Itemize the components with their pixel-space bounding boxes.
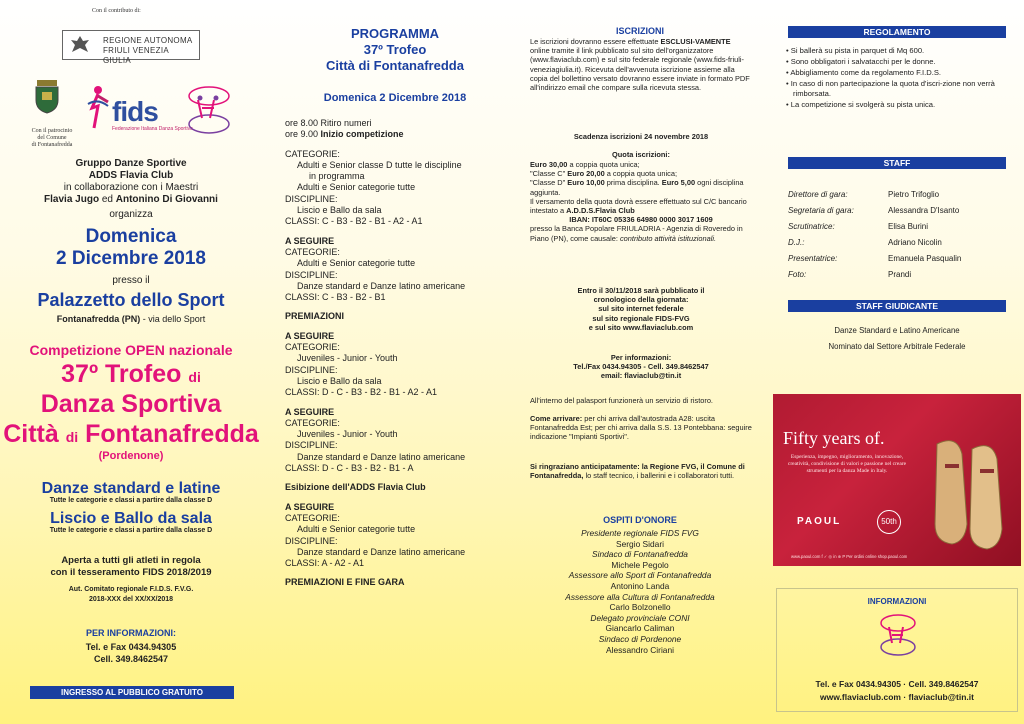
staff-heading: STAFF: [788, 157, 1006, 169]
eagle-icon: [69, 34, 91, 56]
schedule-gap: [285, 494, 515, 502]
schedule-line: CLASSI: A - A2 - A1: [285, 558, 365, 569]
ad-brand: PAOUL: [797, 516, 842, 527]
versamento-causale: [530, 224, 752, 242]
regolamento-item: • La competizione si svolgerà su pista unica.: [786, 100, 936, 109]
quota1b: a coppia quota unica;: [567, 160, 640, 169]
liscio-sub: Tutte le categorie e classi a partire dalla classe D: [49, 527, 213, 534]
iscrizioni-column: [520, 0, 760, 724]
aut-line1: Aut. Comitato regionale F.I.D.S. F.V.G.: [68, 586, 194, 593]
event-day: Domenica: [85, 226, 177, 247]
liscio-heading: Liscio e Ballo da sala: [50, 510, 212, 527]
regolamento-item: • Sono obbligatori i salvatacchi per le donne.: [786, 57, 936, 66]
informazioni-web: www.flaviaclub.com · flaviaclub@tin.it: [820, 692, 974, 702]
venue-address: [0, 313, 262, 325]
venue-name: Palazzetto dello Sport: [37, 290, 225, 310]
schedule-gap: [285, 323, 515, 331]
schedule-line: Danze standard e Danze latino americane: [297, 546, 466, 557]
staff-row: [788, 235, 1013, 251]
ospite-name: Antonino Landa: [610, 580, 670, 591]
schedule-line: A SEGUIRE: [285, 406, 335, 417]
ring-a: Si ringraziano anticipatamente: la Regione FVG, il Comune di Fontanafredda,: [530, 462, 745, 481]
ospite-role: Delegato provinciale CONI: [590, 612, 690, 623]
maestro-1: Flavia Jugo: [44, 194, 100, 205]
paoul-advertisement: [773, 394, 1021, 566]
staff-row: [788, 187, 1013, 203]
schedule-line: Danze standard e Danze latino americane: [297, 451, 466, 462]
versamento-text: [530, 197, 752, 215]
info-heading: PER INFORMAZIONI:: [86, 628, 176, 638]
schedule-line: ore 8.00 Ritiro numeri: [285, 118, 372, 128]
schedule-line: CLASSI: D - C - B3 - B2 - B1 - A2 - A1: [285, 387, 438, 398]
staff-name: Pietro Trifoglio: [888, 190, 940, 199]
presso-label: presso il: [112, 275, 150, 286]
cover-column: [0, 0, 262, 724]
info-cell: Cell. 349.8462547: [93, 654, 169, 664]
giudicante-heading: STAFF GIUDICANTE: [788, 300, 1006, 312]
flavia-club-logo-small-icon: [873, 611, 923, 659]
staff-row: [788, 251, 1013, 267]
schedule-line: A SEGUIRE: [285, 501, 335, 512]
ospiti-heading: OSPITI D'ONORE: [603, 515, 677, 525]
fids-logo-text: fids: [112, 96, 158, 127]
comune-line2: del Comune: [37, 135, 67, 141]
quota2a: "Classe C": [530, 169, 568, 179]
staff-row: [788, 219, 1013, 235]
per-info-heading: Per informazioni:: [610, 353, 672, 362]
schedule-line: DISCIPLINE:: [285, 364, 338, 375]
ad-title: Fifty years of.: [783, 428, 885, 448]
programma-column: [270, 0, 520, 724]
iscrizioni-text: [530, 37, 752, 92]
crono-3: sul sito internet federale: [598, 304, 684, 314]
maestro-2: Antonino Di Giovanni: [115, 194, 218, 205]
ad-footer: www.paoul.com f ✓ ◎ in ⊕ P Per ordini online shop.paoul.com: [791, 554, 908, 559]
ospite-name: Carlo Bolzonello: [609, 602, 671, 613]
schedule-line: A SEGUIRE: [285, 330, 335, 341]
informazioni-box: [776, 588, 1018, 712]
schedule-gap: [285, 474, 515, 482]
programma-schedule: [285, 118, 515, 589]
venue-street: - via dello Sport: [140, 314, 206, 324]
trofeo-title-a: 37º Trofeo: [61, 360, 182, 388]
org-line3: in collaborazione con i Maestri: [63, 182, 199, 193]
vers-b: A.D.D.S.Flavia Club: [566, 206, 635, 216]
fids-dancer-icon: [84, 84, 112, 130]
ringraziamenti-text: [530, 462, 752, 480]
staff-role: Direttore di gara:: [788, 190, 848, 199]
schedule-line: DISCIPLINE:: [285, 535, 338, 546]
staff-name: Emanuela Pasqualin: [888, 254, 962, 263]
regolamento-column: [770, 0, 1024, 724]
inizio-competizione: Inizio competizione: [320, 129, 404, 140]
citta-b: Fontanafredda: [85, 420, 259, 448]
giudicante-line1: Danze Standard e Latino Americane: [834, 326, 960, 335]
iscr-p1c: online tramite il link pubblicato sul sito dell'organizzatore (www.flaviaclub.com) e sul sito federale regionale (www.fids-friuli-veneziagiulia.it). Ricevuta dell'avvenuta iscrizione assieme alla copia del bollettino versato dovranno essere inviate in formato PDF all'indirizzo email che compare sulla ricevuta stessa.: [530, 46, 750, 93]
region-line1: REGIONE AUTONOMA: [103, 36, 193, 45]
schedule-line: Liscio e Ballo da sala: [297, 375, 382, 386]
schedule-line: PREMIAZIONI: [285, 311, 345, 322]
regolamento-heading: REGOLAMENTO: [788, 26, 1006, 38]
schedule-line: in programma: [309, 171, 365, 182]
quota3e: ogni disciplina aggiunta.: [530, 178, 744, 197]
schedule-gap: [285, 141, 515, 149]
quota3d: Euro 5,00: [661, 178, 696, 188]
programma-citta: Città di Fontanafredda: [326, 58, 464, 73]
staff-row: [788, 267, 1013, 283]
quota-line3: [530, 178, 752, 196]
quota3b: Euro 10,00: [567, 178, 605, 188]
maestri-ed: ed: [101, 194, 113, 205]
ad-text: Esperienza, impegno, miglioramento, innovazione, creatività, condivisione di valori e passione nel creare strumenti per la danza Made in Italy.: [787, 454, 907, 474]
iban-text: IBAN: IT60C 05336 64980 0000 3017 1609: [569, 215, 713, 225]
schedule-line: ore 9.00 Inizio competizione: [285, 129, 404, 140]
ospite-name: Giancarlo Caliman: [605, 623, 675, 634]
arr-a: Come arrivare:: [530, 414, 583, 423]
regolamento-item: • In caso di non partecipazione la quota d'iscri-zione non verrà rimborsata.: [786, 79, 995, 98]
fids-subtitle: Federazione Italiana Danza Sportiva: [112, 126, 193, 132]
info-tel: Tel. e Fax 0434.94305: [85, 642, 177, 652]
comune-line1: Con il patrocinio: [31, 128, 73, 134]
staff-row: [788, 203, 1013, 219]
ospite-name: Sergio Sidari: [616, 538, 664, 549]
staff-list: [788, 187, 1013, 283]
ospite-role: Assessore allo Sport di Fontanafredda: [568, 570, 712, 581]
pordenone-label: (Pordenone): [98, 450, 164, 462]
ospite-role: Sindaco di Fontanafredda: [592, 549, 688, 560]
danze-sub: Tutte le categorie e classi a partire dalla classe D: [49, 497, 213, 504]
per-info-block: [530, 353, 752, 381]
schedule-line: Liscio e Ballo da sala: [297, 205, 382, 216]
schedule-line: Juveniles - Junior - Youth: [297, 429, 398, 440]
event-date: 2 Dicembre 2018: [56, 248, 206, 269]
vers-c: presso la Banca Popolare FRIULADRIA - Agenzia di Roveredo in Piano (PN), come causale:: [530, 224, 743, 243]
staff-name: Adriano Nicolin: [888, 238, 942, 247]
regolamento-list: [786, 46, 1011, 111]
iscr-p1a: Le iscrizioni dovranno essere effettuate: [530, 37, 661, 46]
schedule-line: CLASSI: C - B3 - B2 - B1: [285, 292, 386, 303]
schedule-line: PREMIAZIONI E FINE GARA: [285, 577, 405, 588]
contrib-label: Con il contributo di:: [92, 8, 141, 14]
ospite-name: Michele Pegolo: [611, 559, 669, 570]
schedule-line: Adulti e Senior categorie tutte: [297, 258, 416, 269]
schedule-line: A SEGUIRE: [285, 235, 335, 246]
vers-a: Il versamento della quota dovrà essere effettuato sul C/C bancario intestato a: [530, 196, 747, 216]
schedule-line: DISCIPLINE:: [285, 193, 338, 204]
quota-line2: [530, 169, 752, 178]
per-info-email: email: flaviaclub@tin.it: [600, 371, 682, 381]
org-line2: ADDS Flavia Club: [88, 170, 174, 181]
schedule-line: Adulti e Senior classe D tutte le discipline: [297, 159, 462, 170]
trofeo-title-2: Danza Sportiva: [40, 390, 222, 418]
programma-trofeo: 37º Trofeo: [363, 42, 427, 57]
quota-details: [530, 160, 752, 243]
schedule-gap: [285, 303, 515, 311]
staff-role: D.J.:: [788, 238, 805, 247]
quota3c: prima disciplina.: [604, 178, 662, 188]
crono-5: e sul sito www.flaviaclub.com: [588, 322, 694, 332]
regolamento-item: • Abbigliamento come da regolamento F.I.D.S.: [786, 68, 942, 77]
venue-city: Fontanafredda (PN): [56, 314, 141, 324]
schedule-gap: [285, 569, 515, 577]
schedule-line: CATEGORIE:: [285, 246, 340, 257]
informazioni-phone: Tel. e Fax 0434.94305 · Cell. 349.8462547: [815, 679, 979, 689]
programma-heading: PROGRAMMA: [350, 26, 440, 41]
organizza-label: organizza: [109, 209, 153, 220]
staff-name: Prandi: [888, 270, 912, 279]
ingresso-banner: INGRESSO AL PUBBLICO GRATUITO: [30, 686, 234, 699]
competition-type: Competizione OPEN nazionale: [29, 342, 233, 358]
crono-2: cronologico della giornata:: [593, 295, 689, 305]
informazioni-heading: INFORMAZIONI: [867, 597, 927, 606]
citta-title: [0, 420, 262, 451]
schedule-line: Adulti e Senior categorie tutte: [297, 182, 416, 193]
schedule-line: DISCIPLINE:: [285, 269, 338, 280]
schedule-line: CATEGORIE:: [285, 512, 340, 523]
quota3a: "Classe D": [530, 178, 568, 188]
schedule-line: DISCIPLINE:: [285, 440, 338, 451]
scadenza-text: Scadenza iscrizioni 24 novembre 2018: [573, 132, 709, 141]
ospite-name: Alessandro Ciriani: [606, 644, 674, 655]
staff-role: Foto:: [788, 270, 807, 279]
flavia-club-logo-icon: [180, 82, 238, 138]
schedule-line: CATEGORIE:: [285, 148, 340, 159]
comune-patrocinio: [22, 128, 82, 149]
trofeo-title-1: [0, 360, 262, 391]
aut-line2: 2018-XXX del XX/XX/2018: [88, 596, 174, 603]
aperta-line2: con il tesseramento FIDS 2018/2019: [50, 567, 212, 578]
ospite-role: Assessore alla Cultura di Fontanafredda: [565, 591, 715, 602]
quota2b: Euro 20,00: [567, 169, 605, 179]
dance-shoes-icon: [917, 424, 1017, 554]
ospite-role: Presidente regionale FIDS FVG: [581, 528, 699, 538]
schedule-line: Esibizione dell'ADDS Flavia Club: [285, 482, 426, 493]
crono-1: Entro il 30/11/2018 sarà pubblicato il: [577, 286, 705, 295]
ring-b: lo staff tecnico, i ballerini e i collaboratori tutti.: [583, 471, 735, 481]
schedule-line: CLASSI: C - B3 - B2 - B1 - A2 - A1: [285, 216, 423, 227]
crono-4: sul sito regionale FIDS-FVG: [592, 313, 690, 323]
iscrizioni-heading: ISCRIZIONI: [615, 26, 664, 36]
region-line2: FRIULI VENEZIA GIULIA: [103, 46, 169, 65]
comune-crest-icon: [34, 80, 60, 114]
citta-a: Città: [3, 420, 59, 448]
staff-role: Segretaria di gara:: [788, 206, 854, 215]
per-info-tel: Tel./Fax 0434.94305 - Cell. 349.8462547: [573, 362, 709, 372]
arr-b: per chi arriva dall'autostrada A28: uscita Fontanafredda Est; per chi arriva dalla S.S. 13 Pontebbana: seguire indicazione "Impianti Sportivi".: [530, 414, 752, 442]
staff-role: Presentatrice:: [788, 254, 838, 263]
quota-heading: Quota iscrizioni:: [612, 150, 670, 159]
schedule-line: Adulti e Senior categorie tutte: [297, 524, 416, 535]
danze-heading: Danze standard e latine: [41, 480, 221, 497]
maestri-line: [0, 194, 262, 206]
giudicante-line2: Nominato dal Settore Arbitrale Federale: [828, 342, 966, 351]
schedule-line: CATEGORIE:: [285, 417, 340, 428]
trofeo-di: di: [188, 369, 201, 385]
iscr-p1b: ESCLUSI-VAMENTE: [660, 37, 731, 46]
ospite-role: Sindaco di Pordenone: [598, 633, 682, 644]
schedule-gap: [285, 228, 515, 236]
quota1a: Euro 30,00: [530, 160, 568, 169]
quota-line1: [530, 160, 752, 169]
staff-name: Elisa Burini: [888, 222, 929, 231]
schedule-line: CLASSI: D - C - B3 - B2 - B1 - A: [285, 463, 414, 474]
quota2c: a coppia quota unica;: [604, 169, 678, 179]
regolamento-item: • Si ballerà su pista in parquet di Mq 600.: [786, 46, 925, 55]
vers-d: contributo attività istituzionali.: [619, 233, 717, 243]
ristoro-text: All'interno del palasport funzionerà un servizio di ristoro.: [530, 396, 713, 405]
staff-role: Scrutinatrice:: [788, 222, 835, 231]
programma-date: Domenica 2 Dicembre 2018: [323, 92, 467, 104]
ad-anniversary-badge: 50th: [877, 510, 901, 534]
schedule-line: Juveniles - Junior - Youth: [297, 353, 398, 364]
come-arrivare-text: [530, 414, 752, 442]
aperta-line1: Aperta a tutti gli atleti in regola: [61, 555, 201, 566]
comune-line3: di Fontanafredda: [31, 142, 73, 148]
ospiti-list: [520, 528, 760, 655]
citta-di: di: [65, 429, 79, 445]
schedule-gap: [285, 399, 515, 407]
schedule-line: Danze standard e Danze latino americane: [297, 280, 466, 291]
staff-name: Alessandra D'Isanto: [888, 206, 960, 215]
schedule-line: CATEGORIE:: [285, 342, 340, 353]
cronologico-block: [530, 286, 752, 332]
org-line1: Gruppo Danze Sportive: [75, 158, 187, 169]
region-fvg-logo: [62, 30, 200, 65]
